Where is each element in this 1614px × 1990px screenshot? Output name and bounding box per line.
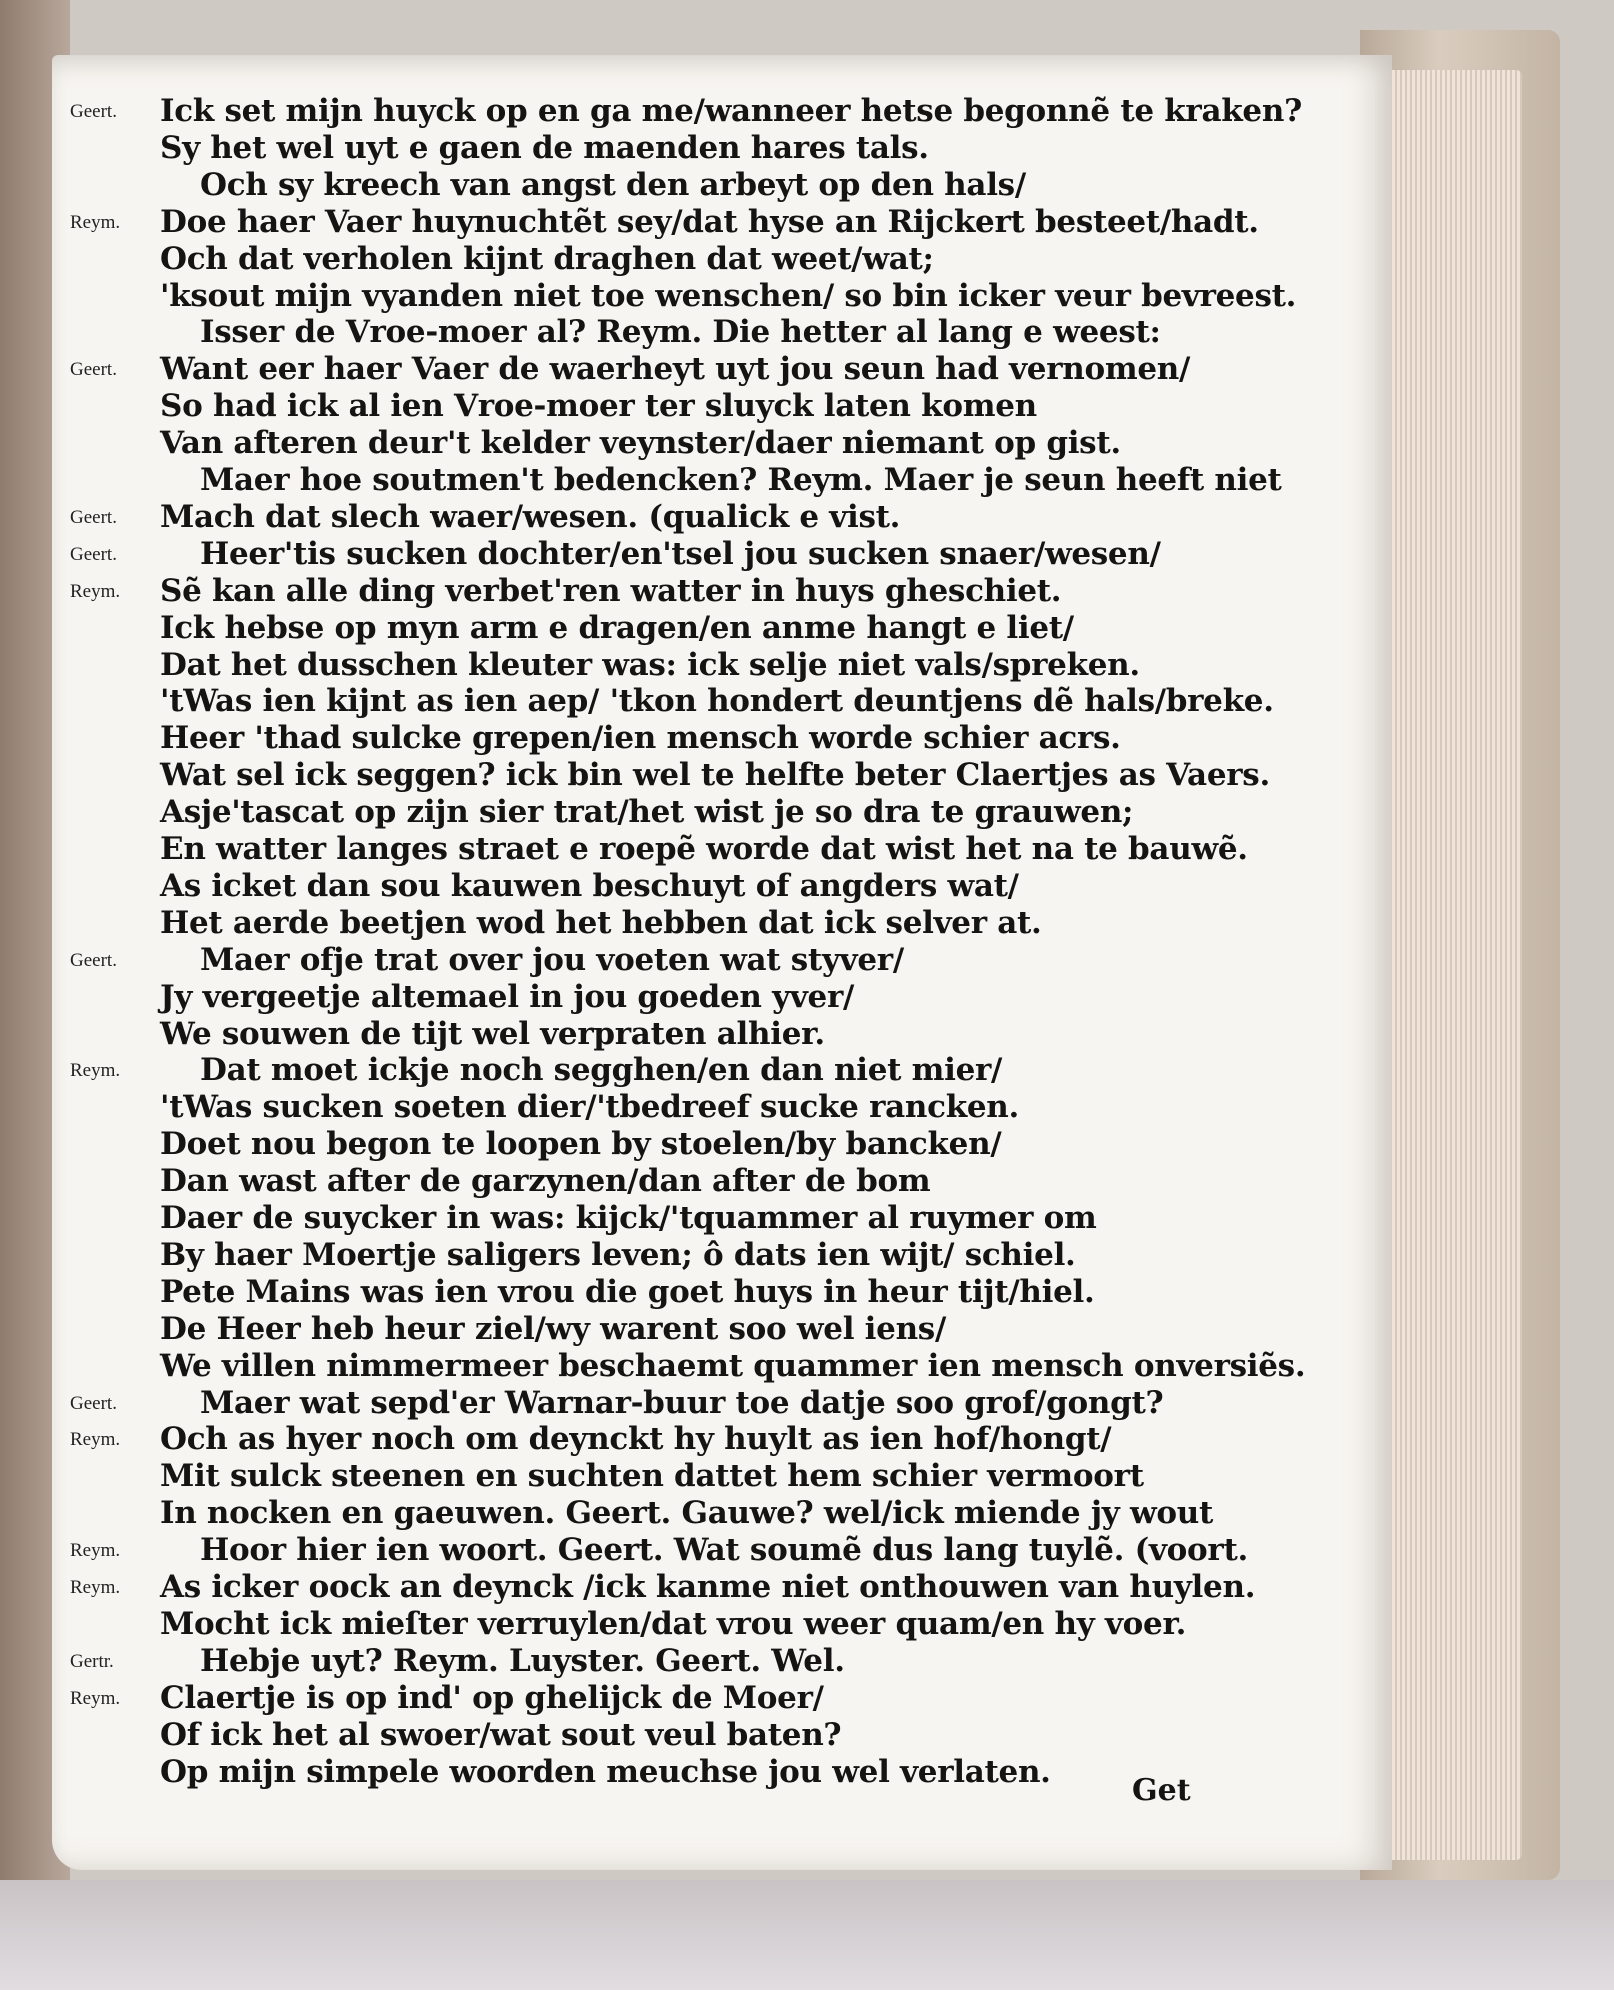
- verse-line: Of ick het al swoer/wat sout veul baten?: [160, 1716, 842, 1753]
- speaker-label: Reym.: [70, 1060, 121, 1082]
- verse-line: Pete Mains was ien vrou die goet huys in heur tijt/hiel.: [160, 1273, 1095, 1310]
- verse-line: Jy vergeetje altemael in jou goeden yver/: [160, 978, 855, 1015]
- verse-line: De Heer heb heur ziel/wy warent soo wel iens/: [160, 1310, 946, 1347]
- verse-line: 'tWas sucken soeten dier/'tbedreef sucke rancken.: [160, 1089, 1020, 1126]
- verse-line: En watter langes straet e roepẽ worde dat wist het na te bauwẽ.: [160, 831, 1248, 867]
- verse-line: Hebje uyt? Reym. Luyster. Geert. Wel.: [200, 1642, 845, 1679]
- speaker-label: Geert.: [70, 543, 117, 565]
- verse-line: Want eer haer Vaer de waerheyt uyt jou seun had vernomen/: [160, 351, 1191, 388]
- catchword: Get: [1132, 1773, 1191, 1808]
- verse-line: Maer hoe soutmen't bedencken? Reym. Maer je seun heeft niet: [200, 462, 1282, 498]
- verse-line: Ick hebse op myn arm e dragen/en anme hangt e liet/: [160, 609, 1074, 646]
- verse-line: 'tWas ien kijnt as ien aep/ 'tkon hondert deuntjens dẽ hals/breke.: [160, 683, 1274, 720]
- speaker-label: Reym.: [70, 211, 121, 233]
- verse-line: 'ksout mijn vyanden niet toe wenschen/ so bin icker veur bevreest.: [160, 277, 1297, 314]
- verse-line: Dan wast after de garzynen/dan after de bom: [160, 1163, 931, 1200]
- speaker-label: Geert.: [70, 1392, 117, 1414]
- verse-line: Och as hyer noch om deynckt hy huylt as ien hof/hongt/: [160, 1421, 1112, 1458]
- verse-line: Van afteren deur't kelder veynster/daer niemant op gist.: [160, 425, 1121, 462]
- verse-line: Doet nou begon te loopen by stoelen/by bancken/: [160, 1126, 1002, 1163]
- verse-line: By haer Moertje saligers leven; ô dats ien wijt/ schiel.: [160, 1236, 1076, 1273]
- background-cloth: [0, 1880, 1614, 1990]
- speaker-label: Reym.: [70, 580, 121, 602]
- speaker-label: Reym.: [70, 1429, 121, 1451]
- book-page: [52, 55, 1392, 1870]
- verse-line: Asje'tascat op zijn sier trat/het wist je so dra te grauwen;: [160, 794, 1134, 831]
- verse-line: Maer ofje trat over jou voeten wat styver/: [200, 941, 904, 978]
- speaker-label: Reym.: [70, 1540, 121, 1562]
- verse-line: Mocht ick mieſter verruylen/dat vrou weer quam/en hy voer.: [160, 1605, 1187, 1642]
- speaker-label: Geert.: [70, 359, 117, 381]
- verse-line: Dat moet ickje noch segghen/en dan niet mier/: [200, 1052, 1003, 1089]
- verse-line: Dat het dusschen kleuter was: ick selje niet vals/spreken.: [160, 646, 1140, 683]
- verse-line: Heer 'thad sulcke grepen/ien mensch worde schier acrs.: [160, 720, 1121, 757]
- verse-line: Och dat verholen kijnt draghen dat weet/wat;: [160, 240, 934, 277]
- verse-line: Mach dat slech waer/wesen. (qualick e vist.: [160, 498, 901, 535]
- speaker-label: Reym.: [70, 1687, 121, 1709]
- verse-line: Wat sel ick seggen? ick bin wel te helfte beter Claertjes as Vaers.: [160, 757, 1270, 794]
- verse-text: [52, 55, 1392, 1870]
- verse-line: Mit sulck steenen en suchten dattet hem schier vermoort: [160, 1458, 1144, 1495]
- verse-line: Maer wat sepd'er Warnar-buur toe datje soo grof/gongt?: [200, 1384, 1164, 1421]
- verse-line: We villen nimmermeer beschaemt quammer ien mensch onversiẽs.: [160, 1347, 1306, 1384]
- verse-line: Sẽ kan alle ding verbet'ren watter in huys gheschiet.: [160, 572, 1062, 609]
- verse-line: Isser de Vroe-moer al? Reym. Die hetter al lang e weest:: [200, 314, 1161, 351]
- verse-line: We souwen de tijt wel verpraten alhier.: [160, 1015, 825, 1052]
- verse-line: Ick set mijn huyck op en ga me/wanneer hetse begonnẽ te kraken?: [160, 93, 1302, 129]
- verse-line: As icker oock an deynck /ick kanme niet onthouwen van huylen.: [160, 1569, 1256, 1605]
- speaker-label: Geert.: [70, 506, 117, 528]
- speaker-label: Reym.: [70, 1577, 121, 1598]
- speaker-label: Gertr.: [70, 1650, 114, 1672]
- verse-line: Heer'tis sucken dochter/en'tsel jou sucken snaer/wesen/: [200, 535, 1161, 572]
- verse-line: Och sy kreech van angst den arbeyt op den hals/: [200, 166, 1026, 203]
- verse-line: In nocken en gaeuwen. Geert. Gauwe? wel/ick miende jy wout: [160, 1495, 1213, 1532]
- speaker-label: Geert.: [70, 101, 117, 122]
- page-edges: [1372, 70, 1522, 1860]
- verse-line: Daer de suycker in was: kijck/'tquammer al ruymer om: [160, 1200, 1097, 1236]
- verse-line: Doe haer Vaer huynuchtẽt sey/dat hyse an Rijckert besteet/hadt.: [160, 203, 1259, 240]
- verse-line: Hoor hier ien woort. Geert. Wat soumẽ dus lang tuylẽ. (voort.: [200, 1532, 1248, 1569]
- verse-line: Op mijn simpele woorden meuchse jou wel verlaten.: [160, 1753, 1051, 1790]
- verse-line: Het aerde beetjen wod het hebben dat ick selver at.: [160, 904, 1042, 941]
- verse-line: Claertje is op ind' op ghelijck de Moer/: [160, 1679, 824, 1716]
- verse-line: As icket dan sou kauwen beschuyt of angders wat/: [160, 867, 1019, 904]
- verse-line: Sy het wel uyt e gaen de maenden hares tals.: [160, 129, 929, 166]
- verse-line: So had ick al ien Vroe-moer ter sluyck laten komen: [160, 388, 1037, 425]
- speaker-label: Geert.: [70, 949, 117, 971]
